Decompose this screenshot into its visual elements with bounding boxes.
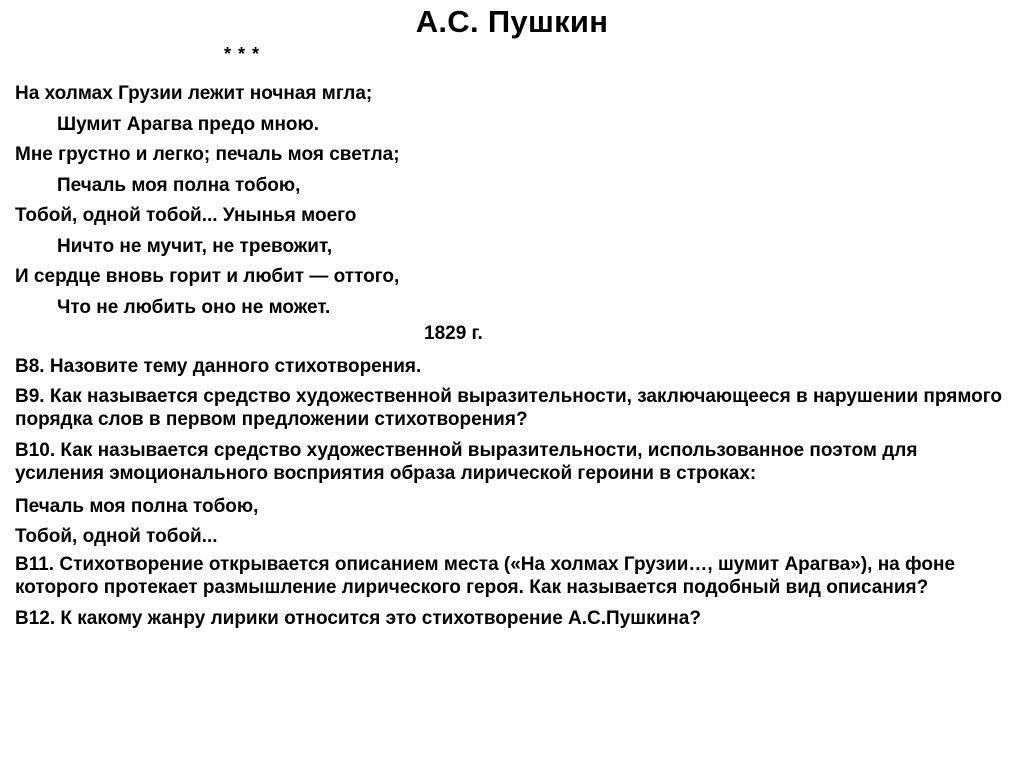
poem-line-8: Что не любить оно не может. bbox=[57, 296, 331, 318]
poem bbox=[15, 79, 1015, 323]
question-b12: В12. К какому жанру лирики относится это стихотворение А.С.Пушкина? bbox=[15, 607, 701, 629]
question-b10: В10. Как называется средство художественной выразительности, использованное поэтом для усиления эмоционального восприятия образа лирической героини в строках: bbox=[15, 439, 918, 484]
questions-list bbox=[15, 355, 1010, 637]
poem-line-4: Печаль моя полна тобою, bbox=[57, 174, 301, 196]
poem-line-6: Ничто не мучит, не тревожит, bbox=[57, 235, 333, 257]
poem-line-3: Мне грустно и легко; печаль моя светла; bbox=[15, 144, 400, 165]
poem-line-5: Тобой, одной тобой... Унынья моего bbox=[15, 205, 357, 226]
poem-line-7: И сердце вновь горит и любит — оттого, bbox=[15, 266, 400, 287]
slide-title: А.С. Пушкин bbox=[415, 4, 609, 39]
poem-line-1: На холмах Грузии лежит ночная мгла; bbox=[15, 83, 373, 104]
question-b10-quote-line-2: Тобой, одной тобой... bbox=[15, 526, 218, 547]
question-b11: В11. Стихотворение открывается описанием места («На холмах Грузии…, шумит Арагва»), на фоне которого протекает размышление лирического героя. Как называется подобный вид описания? bbox=[15, 553, 956, 598]
question-b10-quote-line-1: Печаль моя полна тобою, bbox=[15, 495, 259, 517]
poem-year: 1829 г. bbox=[424, 323, 483, 344]
poem-line-2: Шумит Арагва предо мною. bbox=[57, 113, 320, 135]
question-b9: В9. Как называется средство художественной выразительности, заключающееся в нарушении прямого порядка слов в первом предложении стихотворения? bbox=[15, 385, 1003, 430]
question-b8: В8. Назовите тему данного стихотворения. bbox=[15, 356, 422, 377]
poem-stars: * * * bbox=[224, 44, 261, 64]
